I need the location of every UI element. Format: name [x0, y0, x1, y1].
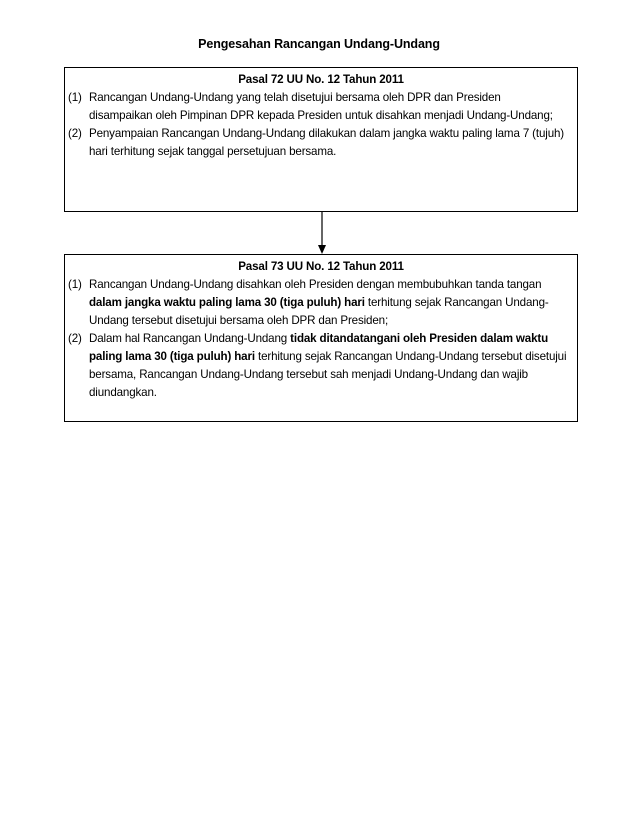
item-text: Rancangan Undang-Undang yang telah disetujui bersama oleh DPR dan Presiden disampaikan oleh Pimpinan DPR kepada Presiden untuk disahkan menjadi Undang-Undang;	[89, 91, 553, 122]
item-text-bold: dalam jangka waktu paling lama 30 (tiga puluh) hari	[89, 296, 365, 309]
item-number: (1)	[68, 91, 82, 104]
pasal-73-title: Pasal 73 UU No. 12 Tahun 2011	[238, 260, 404, 273]
item-number: (2)	[68, 127, 82, 140]
pasal-72-item-1	[68, 89, 567, 125]
pasal-73-item-2	[68, 330, 567, 402]
item-number: (1)	[68, 278, 82, 291]
item-text: Penyampaian Rancangan Undang-Undang dilakukan dalam jangka waktu paling lama 7 (tujuh) hari terhitung sejak tanggal persetujuan bersama.	[89, 127, 564, 158]
page-title: Pengesahan Rancangan Undang-Undang	[198, 37, 440, 51]
item-number: (2)	[68, 332, 82, 345]
flow-arrow	[316, 212, 328, 254]
pasal-72-box	[64, 67, 578, 212]
item-text-post: terhitung sejak Rancangan Undang-Undang tersebut disetujui bersama, Rancangan Undang-Undang tersebut sah menjadi Undang-Undang dan wajib diundangkan.	[89, 350, 567, 399]
pasal-72-title: Pasal 72 UU No. 12 Tahun 2011	[238, 73, 404, 86]
item-text-pre: Dalam hal Rancangan Undang-Undang	[89, 332, 291, 345]
arrow-head-icon	[318, 245, 326, 254]
item-text-post: terhitung sejak Rancangan Undang-Undang tersebut disetujui bersama oleh DPR dan Presiden;	[89, 296, 549, 327]
item-text-bold: tidak ditandatangani oleh Presiden dalam waktu paling lama 30 (tiga puluh) hari	[89, 332, 549, 363]
item-text-pre: Rancangan Undang-Undang disahkan oleh Presiden dengan membubuhkan tanda tangan	[89, 278, 542, 291]
pasal-73-box	[64, 254, 578, 422]
pasal-73-item-1	[68, 276, 567, 330]
pasal-72-item-2	[68, 125, 567, 161]
